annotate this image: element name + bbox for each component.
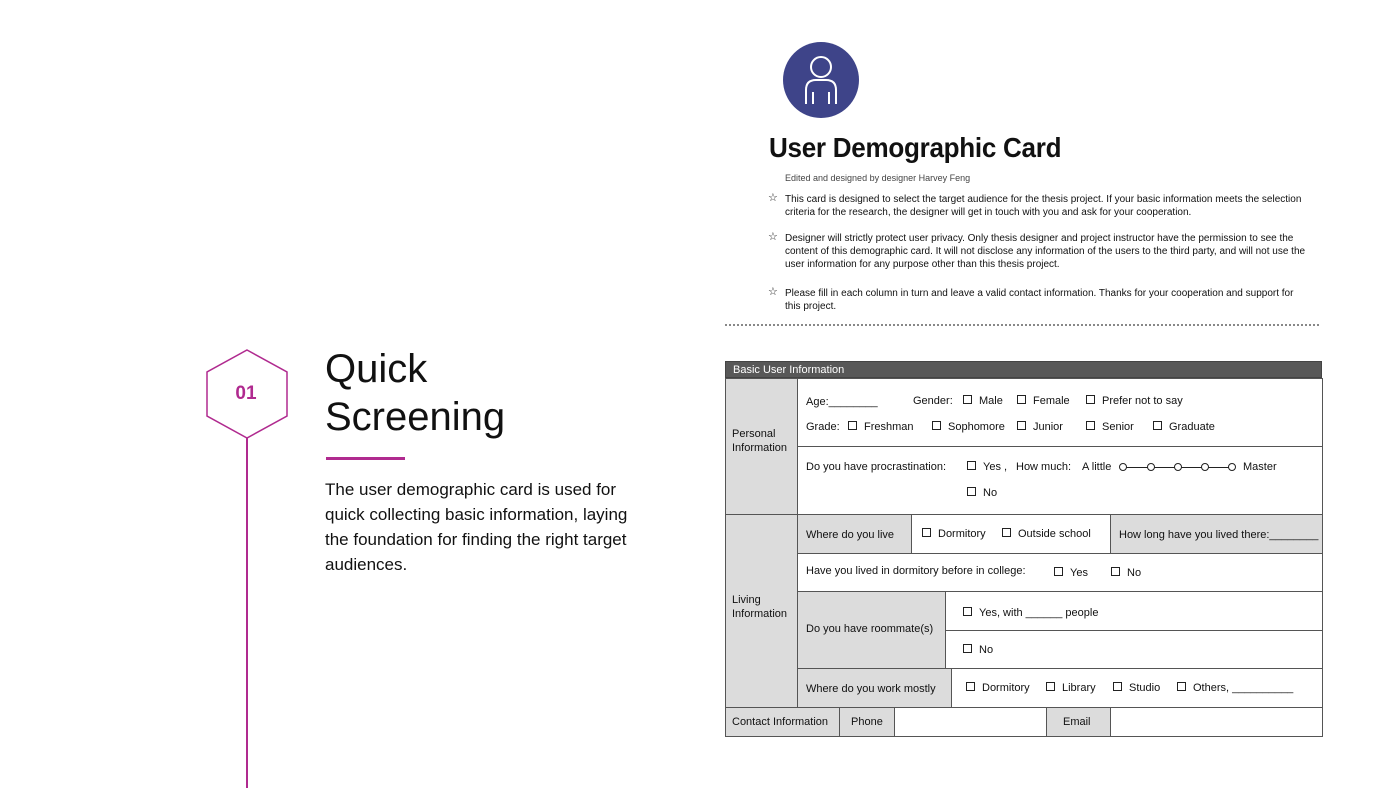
phone-label-cell bbox=[839, 707, 895, 737]
form-header: Basic User Information bbox=[725, 361, 1322, 378]
note-item bbox=[768, 287, 1308, 313]
gender-prefer-not-label: Prefer not to say bbox=[1102, 395, 1183, 407]
gender-female-label: Female bbox=[1033, 395, 1070, 407]
gender-male-checkbox[interactable] bbox=[963, 395, 972, 404]
live-dormitory-label: Dormitory bbox=[938, 528, 986, 540]
roommate-yes-label: Yes, with ______ people bbox=[979, 607, 1099, 619]
live-outside-checkbox[interactable] bbox=[1002, 528, 1011, 537]
work-dormitory-checkbox[interactable] bbox=[966, 682, 975, 691]
live-outside-label: Outside school bbox=[1018, 528, 1091, 540]
lived-dorm-no-label: No bbox=[1127, 567, 1142, 579]
grade-junior-checkbox[interactable] bbox=[1017, 421, 1026, 430]
work-dormitory-label: Dormitory bbox=[982, 682, 1030, 694]
note-item bbox=[768, 232, 1308, 271]
lived-dorm-no-checkbox[interactable] bbox=[1111, 567, 1120, 576]
how-much-label: How much: bbox=[1016, 461, 1072, 473]
scale-high-label: Master bbox=[1243, 461, 1277, 473]
gender-male-label: Male bbox=[979, 395, 1003, 407]
grade-freshman-label: Freshman bbox=[864, 421, 914, 433]
live-dormitory-checkbox[interactable] bbox=[922, 528, 931, 537]
procrastination-yes-label: Yes , bbox=[983, 461, 1008, 473]
where-live-label: Where do you live bbox=[806, 529, 895, 541]
roommate-no-row bbox=[945, 630, 1323, 669]
work-library-checkbox[interactable] bbox=[1046, 682, 1055, 691]
work-library-label: Library bbox=[1062, 682, 1096, 694]
work-others-checkbox[interactable] bbox=[1177, 682, 1186, 691]
scale-option-1[interactable] bbox=[1119, 463, 1127, 471]
grade-freshman-checkbox[interactable] bbox=[848, 421, 857, 430]
card-title: User Demographic Card bbox=[769, 132, 1062, 163]
living-info-label-cell bbox=[725, 514, 798, 708]
roommate-question: Do you have roommate(s) bbox=[806, 623, 934, 635]
scale-option-5[interactable] bbox=[1228, 463, 1236, 471]
grade-graduate-label: Graduate bbox=[1169, 421, 1215, 433]
procrastination-yes-checkbox[interactable] bbox=[967, 461, 976, 470]
note-text: This card is designed to select the target audience for the thesis project. If your basic information meets the selection criteria for the research, the designer will get in touch with you and ask for your cooperation. bbox=[785, 194, 1302, 218]
email-label: Email bbox=[1063, 716, 1091, 728]
grade-sophomore-label: Sophomore bbox=[948, 421, 1005, 433]
personal-basic-row bbox=[797, 378, 1323, 447]
grade-label: Grade: bbox=[806, 421, 840, 433]
note-text: Designer will strictly protect user privacy. Only thesis designer and project instructor have the permission to see the content of this demographic card. It will not disclose any information of the users to the third party, and will not use the user information for any purpose other than this thesis project. bbox=[785, 233, 1306, 270]
grade-graduate-checkbox[interactable] bbox=[1153, 421, 1162, 430]
scale-option-2[interactable] bbox=[1147, 463, 1155, 471]
email-label-cell bbox=[1046, 707, 1111, 737]
gender-prefer-not-checkbox[interactable] bbox=[1086, 395, 1095, 404]
contact-info-label: Contact Information bbox=[732, 716, 828, 728]
star-icon: ☆ bbox=[768, 231, 778, 243]
person-icon bbox=[783, 42, 859, 118]
grade-senior-checkbox[interactable] bbox=[1086, 421, 1095, 430]
section-title-line1: Quick bbox=[325, 347, 428, 391]
roommate-no-label: No bbox=[979, 644, 994, 656]
scale-option-4[interactable] bbox=[1201, 463, 1209, 471]
scale-option-3[interactable] bbox=[1174, 463, 1182, 471]
age-field[interactable]: Age:________ bbox=[806, 396, 878, 408]
procrastination-no-checkbox[interactable] bbox=[967, 487, 976, 496]
step-number: 01 bbox=[235, 383, 257, 404]
section-title bbox=[325, 345, 505, 441]
living-info-label: Living Information bbox=[732, 594, 788, 620]
scale-low-label: A little bbox=[1082, 461, 1112, 473]
email-input[interactable] bbox=[1110, 707, 1323, 737]
timeline-line bbox=[246, 435, 248, 788]
where-live-cell bbox=[797, 514, 912, 554]
grade-senior-label: Senior bbox=[1102, 421, 1134, 433]
gender-female-checkbox[interactable] bbox=[1017, 395, 1026, 404]
work-others-label: Others, __________ bbox=[1193, 682, 1294, 694]
personal-info-label-cell bbox=[725, 378, 798, 515]
gender-label: Gender: bbox=[913, 395, 953, 407]
lived-dorm-yes-checkbox[interactable] bbox=[1054, 567, 1063, 576]
grade-sophomore-checkbox[interactable] bbox=[932, 421, 941, 430]
note-item bbox=[768, 193, 1308, 219]
lived-dorm-question: Have you lived in dormitory before in college: bbox=[806, 565, 1026, 577]
section-title-line2: Screening bbox=[325, 395, 506, 439]
procrastination-no-label: No bbox=[983, 487, 998, 499]
star-icon: ☆ bbox=[768, 286, 778, 298]
phone-input[interactable] bbox=[894, 707, 1047, 737]
work-cell bbox=[797, 668, 952, 708]
work-question: Where do you work mostly bbox=[806, 683, 936, 695]
user-avatar-icon bbox=[783, 42, 859, 118]
procrastination-row bbox=[797, 446, 1323, 515]
roommate-yes-checkbox[interactable] bbox=[963, 607, 972, 616]
note-text: Please fill in each column in turn and leave a valid contact information. Thanks for your cooperation and support for this project. bbox=[785, 288, 1294, 312]
section-description: The user demographic card is used for quick collecting basic information, laying the foundation for finding the right target audiences. bbox=[325, 480, 628, 574]
dotted-divider bbox=[725, 324, 1319, 326]
how-long-cell bbox=[1110, 514, 1323, 554]
roommate-no-checkbox[interactable] bbox=[963, 644, 972, 653]
roommate-cell bbox=[797, 591, 946, 669]
card-subtitle: Edited and designed by designer Harvey Feng bbox=[785, 173, 971, 183]
contact-info-cell bbox=[725, 707, 840, 737]
procrastination-question: Do you have procrastination: bbox=[806, 461, 947, 473]
phone-label: Phone bbox=[851, 716, 883, 728]
title-underline bbox=[326, 457, 405, 460]
work-studio-label: Studio bbox=[1129, 682, 1161, 694]
personal-info-label: Personal Information bbox=[732, 428, 788, 454]
star-icon: ☆ bbox=[768, 192, 778, 204]
work-studio-checkbox[interactable] bbox=[1113, 682, 1122, 691]
grade-junior-label: Junior bbox=[1033, 421, 1063, 433]
how-long-field[interactable]: How long have you lived there:________ bbox=[1119, 529, 1319, 541]
lived-dorm-yes-label: Yes bbox=[1070, 567, 1088, 579]
